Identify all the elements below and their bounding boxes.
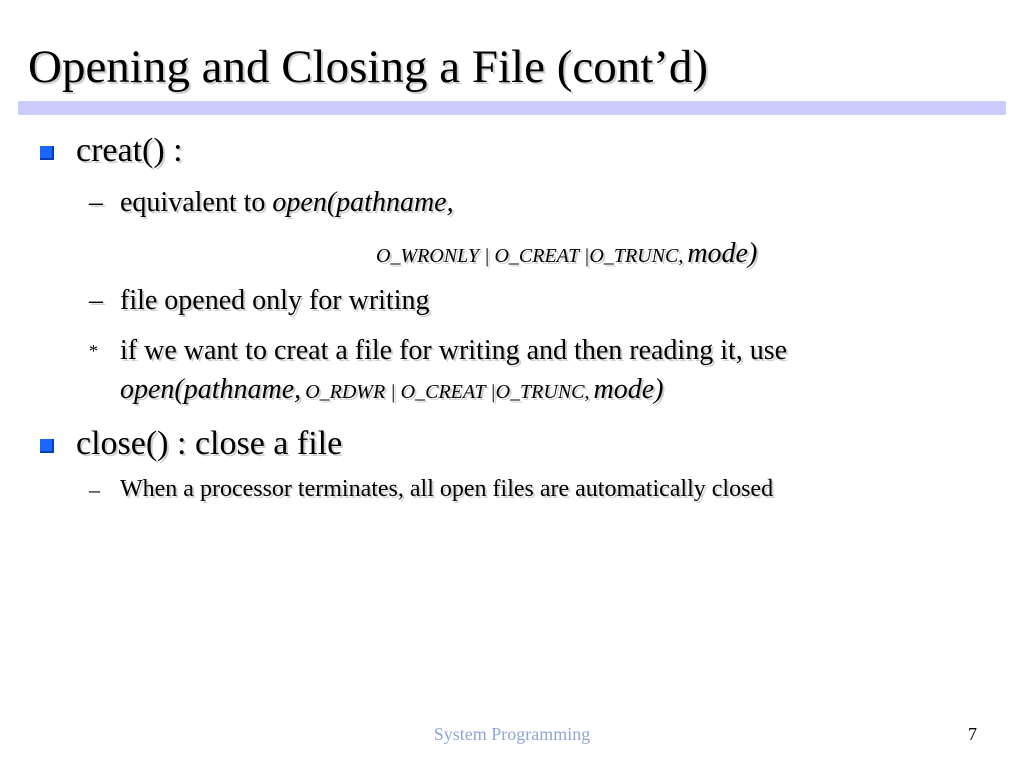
star-note-line2	[120, 374, 664, 406]
bullet-square-icon	[40, 146, 54, 160]
footer-course-name: System Programming	[433, 724, 591, 744]
equivalent-mode: mode)	[687, 238, 758, 269]
title-underline-bar	[18, 101, 1006, 115]
slide-title: Opening and Closing a File (cont’d)	[28, 41, 709, 93]
bullet-square-icon	[40, 439, 54, 453]
dash-marker: –	[89, 477, 100, 502]
bullet-creat: creat() :	[76, 132, 183, 169]
star-comma: ,	[584, 381, 590, 403]
sub-bullet-close-note: When a processor terminates, all open files are automatically closed	[120, 476, 774, 502]
star-open-call: open(pathname,	[120, 374, 302, 405]
dash-marker: –	[89, 187, 103, 218]
equivalent-comma: ,	[678, 245, 684, 267]
equivalent-args-line	[376, 238, 757, 270]
sub-bullet-equivalent	[120, 187, 454, 219]
star-mode: mode)	[593, 374, 664, 405]
star-marker: *	[89, 341, 98, 361]
star-flags: O_RDWR | O_CREAT |O_TRUNC	[305, 381, 585, 403]
equivalent-flags: O_WRONLY | O_CREAT |O_TRUNC	[376, 245, 679, 267]
star-note-line1: if we want to creat a file for writing and then reading it, use	[120, 335, 788, 366]
dash-marker: –	[89, 285, 103, 316]
bullet-close: close() : close a file	[76, 425, 343, 462]
slide-number: 7	[968, 724, 977, 744]
sub-bullet-write-only: file opened only for writing	[120, 285, 430, 316]
equivalent-prefix: equivalent to	[120, 187, 266, 218]
equivalent-open-call: open(pathname,	[272, 187, 454, 218]
